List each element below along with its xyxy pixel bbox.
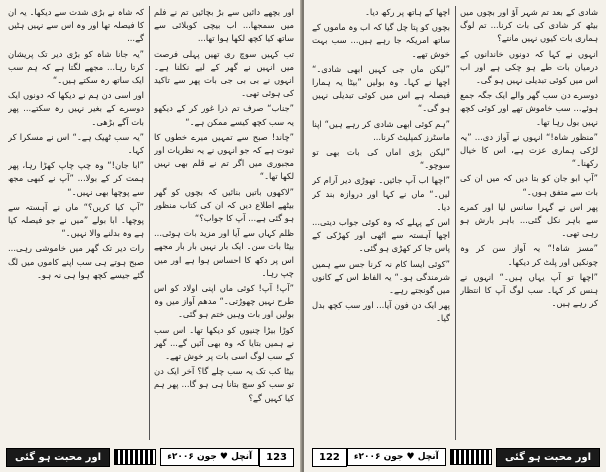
left-page-column-left: [8, 6, 144, 440]
paragraph: ”چاند! صبح سے تمہیں میرے خطوں کا ثبوت ہے کہ جو انہوں نے یہ نظریات اور مجبوری میں اگر تم نے قلم بھی نہیں لکھا تھا۔“: [154, 131, 294, 182]
paragraph: ”لیکن ماں جی کہیں ابھی شادی۔“ اچھا نے کہا۔ وہ بولیں ”بیٹا یہ ہمارا فیصلہ ہے اس میں کوئی تبدیلی نہیں ہو گی۔“: [312, 63, 450, 114]
paragraph: ”یہ سب ٹھیک ہے۔“ اس نے مسکرا کر کہا۔: [8, 131, 144, 156]
page-number: 123: [259, 448, 294, 467]
paragraph: ”آپ! آپ! کوئی ماں اپنی اولاد کو اس طرح نہیں چھوڑتی۔“ مدھم آواز میں وہ بولیں اور بات وہیں ختم ہو گئی۔: [154, 283, 294, 320]
paragraph: رات دیر تک گھر میں خاموشی رہی... صبح ہوتے ہی سب اپنے کاموں میں لگ گئے جیسے کچھ ہوا ہی نہ ہو۔: [8, 243, 144, 280]
paragraph: انہوں نے کہا کہ دونوں خاندانوں کے درمیان بات طے ہو چکی ہے اور اب اس میں کوئی تبدیلی نہیں ہو گی۔: [460, 48, 598, 86]
paragraph: ”جناب“ صرف تم ذرا غور کر کے دیکھو یہ سب کچھ کیسے ممکن ہے۔“: [154, 103, 294, 127]
left-page-footer: [6, 446, 294, 468]
paragraph: ”مسز شاہ!“ یہ آواز سن کر وہ چونکیں اور پلٹ کر دیکھا۔: [460, 243, 598, 267]
right-page: [304, 0, 606, 472]
page-number: 122: [312, 448, 347, 467]
footer-decoration: [114, 449, 156, 465]
issue-label: آنچل ♥ جون ۲۰۰۶ء: [347, 448, 446, 466]
paragraph: ”آپ کیا کریں؟“ ماں نے آہستہ سے پوچھا۔ ابا بولے ”میں نے جو فیصلہ کیا ہے وہ بدلنے والا نہیں۔“: [8, 201, 144, 239]
paragraph: پھر اس نے گہرا سانس لیا اور کمرے سے باہر نکل گئی... باہر بارش ہو رہی تھی۔: [460, 201, 598, 239]
paragraph: شادی کے بعد تم شہر آؤ اور بچوں میں بیٹھ کر شادی کی بات کرنا... تم لوگ ہماری بات کیوں نہیں مانتے؟: [460, 7, 598, 44]
paragraph: پھر ایک دن فون آیا... اور سب کچھ بدل گیا۔: [312, 300, 450, 324]
paragraph: بچوں کو پتا چل گیا کہ اب وہ ماموں کے ساتھ امریکہ جا رہے ہیں... سب بہت خوش تھے۔: [312, 22, 450, 59]
paragraph: اور اسی دن ہم نے دیکھا کہ دونوں ایک دوسرے کے بغیر نہیں رہ سکتے... پھر بات آگے بڑھی۔: [8, 90, 144, 127]
paragraph: دوسرے دن سب گھر والے ایک جگہ جمع ہوئے... سب خاموش تھے اور کوئی کچھ نہیں بول رہا تھا۔: [460, 90, 598, 127]
paragraph: ”یہ جانا شاہ کو بڑی دیر تک پریشان کرتا رہا... مجھے لگتا ہے کہ ہم سب ایک ساتھ رہ سکتے ہیں۔“: [8, 48, 144, 86]
right-page-column-right: [460, 6, 598, 440]
paragraph: کہ شاہ نے بڑی شدت سے دیکھا۔ یہ ان کا فیصلہ تھا اور وہ اس سے نہیں ہٹیں گے...: [8, 7, 144, 44]
left-page: [0, 0, 302, 472]
column-divider: [455, 6, 456, 440]
right-page-footer: [312, 446, 600, 468]
paragraph: ”ہم کوئی ابھی شادی کر رہے ہیں“ اپنا ماسٹرز کمپلیٹ کرنا...: [312, 118, 450, 142]
paragraph: اس کے پہلے کہ وہ کوئی جواب دیتی... اچھا آہستہ سے اٹھی اور کھڑکی کے پاس جا کر کھڑی ہو گئی۔: [312, 217, 450, 254]
paragraph: ”اچھا اب آپ جائیں۔ تھوڑی دیر آرام کر لیں۔“ ماں نے کہا اور دروازہ بند کر دیا۔: [312, 175, 450, 212]
right-page-column-left: [312, 6, 450, 440]
paragraph: ظلم کہاں سے آیا اور مزید بات ہوئی... بیٹا بات سن۔ ایک بار نہیں بار بار مجھے اس پر دکھ کا احساس ہوا ہے اور میں چپ رہا۔: [154, 228, 294, 278]
paragraph: تب کہیں سوچ ری تھیں پہلی فرصت میں انہیں نے گھر کے لیے نکلنا ہے۔ انہوں نے بی بی جی بات پھر سے تاکید کی ہوئی تھی۔: [154, 48, 294, 99]
paragraph: اچھا کے ہاتھ پر رکھ دیا۔: [365, 7, 450, 17]
paragraph: ”اچھا تو آپ یہاں ہیں۔“ انہوں نے ہنس کر کہا۔ سب لوگ آپ کا انتظار کر رہے ہیں۔: [460, 271, 598, 309]
issue-label: آنچل ♥ جون ۲۰۰۶ء: [160, 448, 259, 466]
paragraph: اور بچھے دائیں سے بڑ بچائیں تم نے فلم میں سمجھا... اب بیچی کوبلائی سے ساتھ کیا کچھ لکھا ہوا تھا...: [154, 7, 294, 44]
magazine-title: اور محبت ہو گئی: [6, 448, 110, 467]
paragraph: کوڑا بیڑا چنیوں کو دیکھا تھا۔ اس سب نے ہمیں بتایا کہ وہ بھی آئیں گے... گھر کے سب لوگ اسی بات پر خوش تھے۔: [154, 324, 294, 362]
footer-decoration: [450, 449, 492, 465]
paragraph: ”کوئی ایسا کام نہ کرنا جس سے ہمیں شرمندگی ہو۔“ یہ الفاظ اس کے کانوں میں گونجتے رہے۔: [312, 258, 450, 296]
paragraph: ”آپ ابو جان کو بتا دیں کہ میں ان کی بات سے متفق ہوں۔“: [460, 173, 598, 197]
paragraph: ”لیکن بڑی اماں کی بات بھی تو سوچو۔“: [312, 147, 450, 171]
left-page-column-right: [154, 6, 294, 440]
magazine-title: اور محبت ہو گئی: [496, 448, 600, 467]
paragraph: ”ابا جان!“ وہ چپ چاپ کھڑا رہا، پھر ہمت کر کے بولا... ”آپ نے کبھی مجھ سے پوچھا بھی نہیں۔“: [8, 160, 144, 197]
paragraph: بیٹا کب تک یہ سب چلے گا؟ آخر ایک دن تو سب کو سچ بتانا ہی ہو گا... پھر ہم کیا کہیں گے؟: [154, 366, 294, 403]
paragraph: ”لاکھوں باتیں بنائیں کہ بچوں کو گھر بیٹھے اطلاع دیں کہ ان کی کتاب منظور ہو گئی ہے... آپ کا جواب؟“: [154, 186, 294, 224]
paragraph: ”منظور شاہ!“ انہوں نے آواز دی... ”یہ لڑکی ہماری عزت ہے، اس کا خیال رکھنا۔“: [460, 131, 598, 169]
column-divider: [149, 6, 150, 440]
